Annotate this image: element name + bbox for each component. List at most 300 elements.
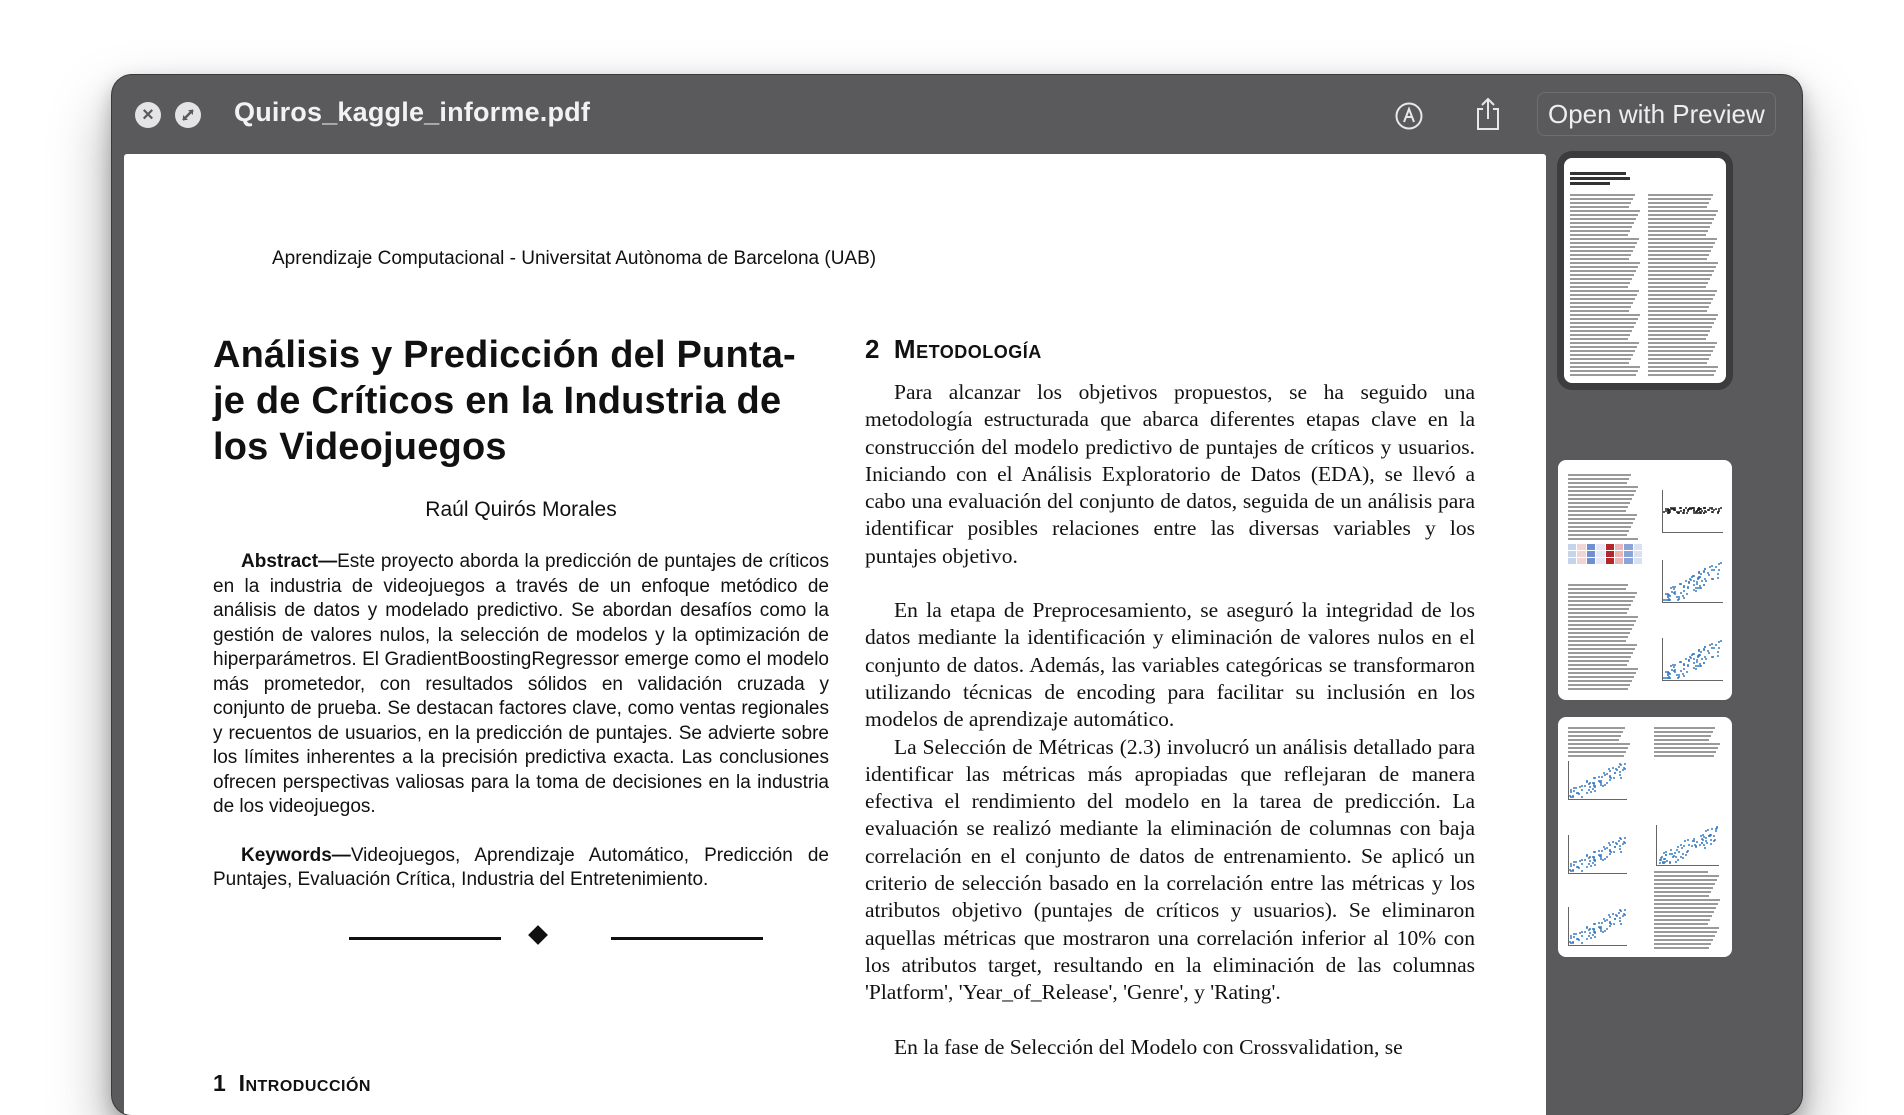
heatmap-cell [1577, 551, 1585, 557]
scatter-point [1696, 583, 1698, 585]
scatter-point [1665, 854, 1667, 856]
scatter-point [1613, 851, 1615, 853]
scatter-point [1703, 584, 1705, 586]
scatter-point [1679, 583, 1681, 585]
scatter-point [1594, 923, 1596, 925]
scatter-point [1678, 851, 1680, 853]
thumbnail-text-line [1570, 314, 1640, 316]
scatter-point [1589, 786, 1591, 788]
thumbnail-text-line [1570, 294, 1637, 296]
thumbnail-text-line [1570, 198, 1633, 200]
thumbnail-text-line [1648, 362, 1707, 364]
diamond-icon [528, 925, 548, 945]
scatter-point [1706, 842, 1708, 844]
heatmap-cell [1587, 544, 1595, 550]
author-name: Raúl Quirós Morales [425, 498, 617, 521]
scatter-point [1663, 862, 1665, 864]
scatter-point [1619, 771, 1621, 773]
scatter-point [1711, 828, 1713, 830]
scatter-point [1590, 865, 1592, 867]
scatter-point [1588, 789, 1590, 791]
thumbnail-text-line [1648, 302, 1711, 304]
heatmap-cell [1606, 544, 1614, 550]
heatmap-cell [1624, 544, 1632, 550]
scatter-point [1619, 917, 1621, 919]
thumbnail-text-line [1568, 664, 1627, 666]
scatter-point [1703, 571, 1705, 573]
scatter-point [1680, 592, 1682, 594]
close-icon[interactable]: × [135, 102, 161, 128]
thumbnail-text-line [1648, 346, 1715, 348]
scatter-point [1613, 923, 1615, 925]
thumbnail-text-line [1568, 518, 1635, 520]
heatmap-cell [1615, 558, 1623, 564]
scatter-point [1665, 593, 1667, 595]
thumbnail-page-1[interactable] [1564, 158, 1726, 383]
scatter-preview [1656, 825, 1719, 866]
scatter-point [1665, 851, 1667, 853]
thumbnail-text-line [1654, 727, 1715, 729]
scatter-point [1618, 840, 1620, 842]
scatter-point [1601, 776, 1603, 778]
scatter-point [1604, 784, 1606, 786]
thumbnail-text-line [1648, 274, 1712, 276]
thumbnail-text-line [1654, 943, 1711, 945]
quicklook-window [112, 75, 1802, 1115]
scatter-point [1584, 785, 1586, 787]
heatmap-cell [1634, 551, 1642, 557]
thumbnail-text-line [1568, 680, 1632, 682]
markup-icon[interactable] [1394, 101, 1424, 131]
scatter-point [1687, 839, 1689, 841]
open-with-preview-button[interactable]: Open with Preview [1537, 92, 1776, 136]
thumbnail-text-line [1570, 270, 1636, 272]
thumbnail-text-line [1654, 743, 1720, 745]
thumbnail-text-line [1568, 656, 1631, 658]
scatter-preview [1568, 835, 1627, 874]
heatmap-cell [1577, 558, 1585, 564]
heatmap-cell [1568, 544, 1576, 550]
scatter-point [1711, 565, 1713, 567]
thumbnail-text-line [1570, 290, 1639, 292]
scatter-preview [1662, 490, 1723, 533]
thumbnail-text-line [1568, 676, 1634, 678]
scatter-point [1669, 861, 1671, 863]
thumbnail-text-line [1568, 640, 1626, 642]
scatter-point [1691, 576, 1693, 578]
paragraph: Para alcanzar los objetivos propuestos, se ha seguido una metodología estructurada que abarca diferentes etapas clave en la construcción del modelo predictivo de puntajes de críticos y usuarios. Iniciando con el Análisis Exploratorio de Datos (EDA), se llevó a cabo una evaluación del conjunto de datos, seguida de un análisis para identificar posibles relaciones entre las diversas variables y los puntajes objetivo. [865, 380, 1475, 568]
scatter-point [1601, 922, 1603, 924]
thumbnail-text-line [1570, 298, 1635, 300]
thumbnail-text-line [1568, 510, 1626, 512]
thumbnail-text-line [1654, 947, 1709, 949]
thumbnail-text-line [1568, 584, 1628, 586]
running-head: Aprendizaje Computacional - Universitat Autònoma de Barcelona (UAB) [272, 248, 877, 269]
scatter-point [1704, 507, 1706, 509]
scatter-point [1715, 644, 1717, 646]
thumbnail-page-3[interactable] [1558, 717, 1732, 957]
heatmap-cell [1596, 558, 1604, 564]
thumbnail-text-line [1648, 198, 1711, 200]
thumbnail-text-line [1568, 478, 1629, 480]
thumbnail-text-line [1654, 739, 1709, 741]
thumbnail-text-line [1570, 338, 1628, 340]
scatter-point [1707, 829, 1709, 831]
thumbnail-text-line [1570, 238, 1639, 240]
scatter-point [1689, 656, 1691, 658]
thumbnail-text-line [1568, 490, 1636, 492]
thumbnail-text-line [1654, 927, 1719, 929]
scatter-point [1592, 928, 1594, 930]
thumbnail-text-line [1654, 915, 1712, 917]
scatter-point [1581, 870, 1583, 872]
scatter-point [1695, 668, 1697, 670]
thumbnail-text-line [1570, 266, 1638, 268]
thumbnail-text-line [1568, 672, 1636, 674]
scatter-point [1720, 640, 1722, 642]
scatter-point [1700, 573, 1702, 575]
thumbnail-text-line [1568, 502, 1630, 504]
thumbnail-text-line [1570, 234, 1628, 236]
scatter-point [1570, 791, 1572, 793]
thumbnail-text-line [1654, 939, 1713, 941]
scatter-point [1686, 512, 1688, 514]
scatter-point [1570, 937, 1572, 939]
thumbnail-text-line [1648, 330, 1710, 332]
thumbnail-text-line [1570, 202, 1631, 204]
thumbnail-text-line [1570, 226, 1632, 228]
thumbnail-text-line [1570, 282, 1630, 284]
scatter-point [1710, 834, 1712, 836]
scatter-point [1659, 862, 1661, 864]
scatter-point [1670, 665, 1672, 667]
thumbnail-text-line [1648, 194, 1713, 196]
scatter-point [1708, 652, 1710, 654]
scatter-point [1624, 763, 1626, 765]
thumbnail-text-line [1568, 751, 1626, 753]
thumbnail-text-line [1570, 254, 1631, 256]
thumbnail-text-line [1570, 302, 1633, 304]
heatmap-cell [1634, 544, 1642, 550]
scatter-point [1669, 511, 1671, 513]
thumbnail-text-line [1570, 370, 1638, 372]
thumbnail-text-line [1570, 318, 1638, 320]
thumbnail-text-line [1654, 731, 1713, 733]
thumbnail-text-line [1648, 218, 1714, 220]
scatter-point [1570, 942, 1572, 944]
scatter-point [1687, 587, 1689, 589]
scatter-point [1577, 938, 1579, 940]
scatter-point [1589, 860, 1591, 862]
thumbnail-text-line [1568, 688, 1628, 690]
thumbnail-text-line [1570, 286, 1628, 288]
scatter-point [1665, 671, 1667, 673]
scatter-point [1581, 942, 1583, 944]
scatter-point [1670, 849, 1672, 851]
scatter-point [1686, 593, 1688, 595]
scatter-point [1581, 863, 1583, 865]
scatter-point [1609, 853, 1611, 855]
scatter-point [1683, 586, 1685, 588]
scatter-point [1693, 575, 1695, 577]
thumbnail-text-line [1570, 334, 1630, 336]
scatter-point [1713, 509, 1715, 511]
fullscreen-icon[interactable] [175, 102, 201, 128]
thumbnail-text-line [1654, 907, 1716, 909]
thumbnail-text-line [1570, 306, 1631, 308]
thumbnail-text-line [1654, 747, 1718, 749]
thumbnail-text-line [1568, 644, 1637, 646]
document-title: Quiros_kaggle_informe.pdf [234, 97, 591, 127]
scatter-point [1717, 651, 1719, 653]
thumbnail-text-line [1568, 482, 1627, 484]
scatter-point [1592, 856, 1594, 858]
heatmap-cell [1587, 551, 1595, 557]
thumbnail-text-line [1648, 202, 1709, 204]
heatmap-cell [1587, 558, 1595, 564]
thumbnail-text-line [1654, 879, 1717, 881]
scatter-point [1581, 796, 1583, 798]
thumbnail-text-line [1568, 514, 1637, 516]
scatter-point [1573, 864, 1575, 866]
thumbnail-title-line [1570, 172, 1626, 175]
thumbnail-text-line [1568, 660, 1629, 662]
scatter-point [1594, 936, 1596, 938]
thumbnail-text-line [1654, 903, 1718, 905]
scatter-point [1606, 773, 1608, 775]
thumbnail-text-line [1568, 747, 1628, 749]
thumbnail-text-line [1648, 366, 1718, 368]
thumbnail-text-line [1648, 370, 1716, 372]
thumbnail-text-line [1648, 278, 1710, 280]
thumbnail-text-line [1648, 206, 1707, 208]
scatter-point [1680, 670, 1682, 672]
thumbnail-text-line [1654, 883, 1715, 885]
thumbnail-text-line [1568, 588, 1626, 590]
section-separator [213, 923, 829, 953]
scatter-point [1687, 850, 1689, 852]
scatter-point [1677, 859, 1679, 861]
scatter-point [1570, 863, 1572, 865]
thumbnail-text-line [1648, 354, 1711, 356]
scatter-point [1618, 912, 1620, 914]
scatter-point [1604, 774, 1606, 776]
scatter-point [1594, 790, 1596, 792]
scatter-point [1612, 913, 1614, 915]
scatter-point [1601, 850, 1603, 852]
thumbnail-text-line [1648, 294, 1715, 296]
thumbnail-text-line [1570, 206, 1629, 208]
scatter-point [1606, 919, 1608, 921]
scatter-point [1691, 654, 1693, 656]
thumbnail-text-line [1648, 210, 1718, 212]
scatter-point [1685, 580, 1687, 582]
scatter-point [1693, 584, 1695, 586]
thumbnail-text-line [1570, 322, 1636, 324]
thumbnail-text-line [1654, 895, 1709, 897]
thumbnail-text-line [1648, 254, 1709, 256]
scatter-point [1584, 931, 1586, 933]
scatter-point [1669, 677, 1671, 679]
thumbnail-text-line [1648, 286, 1706, 288]
scatter-point [1705, 658, 1707, 660]
scatter-point [1704, 847, 1706, 849]
pdf-page [124, 154, 1546, 1115]
scatter-point [1586, 938, 1588, 940]
scatter-point [1696, 841, 1698, 843]
thumbnail-text-line [1648, 282, 1708, 284]
scatter-point [1614, 846, 1616, 848]
scatter-point [1604, 930, 1606, 932]
section-1-heading: 1 Introducción [213, 1070, 371, 1096]
thumbnail-text-line [1648, 318, 1716, 320]
scatter-point [1670, 587, 1672, 589]
right-column [865, 334, 1475, 1061]
thumbnail-text-line [1570, 374, 1636, 376]
scatter-point [1693, 662, 1695, 664]
scatter-point [1679, 507, 1681, 509]
scatter-point [1570, 865, 1572, 867]
thumbnail-text-line [1654, 931, 1717, 933]
thumbnail-sidebar [1555, 154, 1802, 1114]
scatter-preview [1568, 907, 1627, 946]
scatter-point [1687, 665, 1689, 667]
scatter-point [1609, 916, 1611, 918]
scatter-point [1683, 597, 1685, 599]
scatter-point [1697, 655, 1699, 657]
scatter-point [1693, 653, 1695, 655]
scatter-point [1674, 509, 1676, 511]
scatter-point [1682, 857, 1684, 859]
scatter-point [1695, 845, 1697, 847]
scatter-point [1720, 507, 1722, 509]
thumbnail-text-line [1568, 620, 1636, 622]
scatter-point [1718, 569, 1720, 571]
abstract-text: Este proyecto aborda la predicción de puntajes de críticos en la industria de videojuegos a través de un enfoque metódico de análisis de datos y modelado predictivo. Se abordan desafíos como la gestión de valores nulos, la selección de modelos y la optimización de hiperparámetros. El GradientBoostingRegressor emerge como el modelo más prometedor, con resultados sólidos en validación cruzada y conjunto de prueba. Se destacan factores clave, como ventas regionales y recuentos de usuarios, en la predicción de puntajes. Se advierte sobre los límites inherentes a la precisión predictiva exacta. Las conclusiones ofrecen perspectivas valiosas para la toma de decisiones en la industria de los videojuegos. [213, 551, 829, 817]
scatter-point [1620, 777, 1622, 779]
scatter-point [1685, 854, 1687, 856]
thumbnail-text-line [1570, 366, 1640, 368]
scatter-point [1688, 844, 1690, 846]
thumbnail-text-line [1568, 624, 1634, 626]
thumbnail-text-line [1568, 636, 1628, 638]
scatter-point [1572, 870, 1574, 872]
thumbnail-text-line [1568, 538, 1638, 540]
scatter-point [1663, 511, 1665, 513]
thumbnail-text-line [1648, 306, 1709, 308]
scatter-point [1685, 658, 1687, 660]
thumbnail-text-line [1648, 250, 1711, 252]
scatter-point [1669, 599, 1671, 601]
scatter-point [1714, 839, 1716, 841]
thumbnail-text-line [1570, 218, 1636, 220]
scatter-point [1705, 837, 1707, 839]
thumbnail-text-line [1648, 322, 1714, 324]
thumbnail-text-line [1648, 242, 1715, 244]
scatter-point [1600, 782, 1602, 784]
thumbnail-text-line [1648, 290, 1717, 292]
scatter-point [1689, 578, 1691, 580]
scatter-point [1713, 569, 1715, 571]
heatmap-cell [1624, 558, 1632, 564]
thumbnail-text-line [1568, 604, 1631, 606]
thumbnail-text-line [1654, 735, 1711, 737]
scatter-point [1673, 666, 1675, 668]
thumbnail-title-line [1570, 182, 1610, 185]
scatter-point [1704, 568, 1706, 570]
scatter-point [1683, 664, 1685, 666]
thumbnail-text-line [1570, 346, 1637, 348]
scatter-point [1707, 509, 1709, 511]
scatter-point [1573, 790, 1575, 792]
scatter-point [1682, 853, 1684, 855]
scatter-point [1717, 573, 1719, 575]
heatmap-cell [1634, 558, 1642, 564]
heatmap-preview [1568, 544, 1642, 564]
scatter-point [1589, 932, 1591, 934]
thumbnail-text-line [1568, 494, 1634, 496]
thumbnail-text-line [1568, 652, 1633, 654]
scatter-point [1594, 777, 1596, 779]
abstract-label: Abstract— [241, 551, 338, 572]
thumbnail-text-line [1570, 310, 1629, 312]
scatter-point [1696, 661, 1698, 663]
thumbnail-text-line [1568, 596, 1635, 598]
thumbnail-text-line [1570, 274, 1634, 276]
thumbnail-text-line [1648, 266, 1716, 268]
scatter-preview [1568, 761, 1627, 800]
scatter-point [1570, 870, 1572, 872]
scatter-point [1683, 590, 1685, 592]
scatter-point [1620, 910, 1622, 912]
thumbnail-text-line [1570, 250, 1633, 252]
thumbnail-text-line [1648, 374, 1714, 376]
keywords-label: Keywords— [241, 844, 351, 866]
thumbnail-title-line [1570, 177, 1630, 180]
scatter-point [1620, 764, 1622, 766]
scatter-point [1620, 838, 1622, 840]
scatter-point [1718, 647, 1720, 649]
scatter-point [1570, 935, 1572, 937]
scatter-point [1600, 856, 1602, 858]
scatter-point [1715, 508, 1717, 510]
share-icon[interactable] [1474, 97, 1502, 131]
scatter-point [1679, 661, 1681, 663]
scatter-point [1695, 590, 1697, 592]
thumbnail-page-2[interactable] [1558, 460, 1732, 700]
scatter-preview [1662, 560, 1723, 603]
heatmap-cell [1596, 544, 1604, 550]
thumbnail-text-line [1568, 486, 1638, 488]
thumbnail-text-line [1648, 222, 1712, 224]
scatter-point [1614, 918, 1616, 920]
thumbnail-text-line [1648, 214, 1716, 216]
scatter-point [1600, 928, 1602, 930]
thumbnail-text-line [1568, 755, 1624, 757]
scatter-point [1684, 840, 1686, 842]
thumbnail-text-line [1654, 899, 1720, 901]
scatter-point [1588, 935, 1590, 937]
scatter-point [1584, 859, 1586, 861]
thumbnail-text-line [1570, 210, 1640, 212]
thumbnail-text-line [1654, 935, 1715, 937]
thumbnail-text-line [1570, 362, 1629, 364]
thumbnail-text-line [1648, 246, 1713, 248]
scatter-point [1710, 839, 1712, 841]
thumbnail-text-line [1648, 238, 1717, 240]
thumbnail-text-line [1568, 739, 1619, 741]
paper-title: Análisis y Predicción del Punta- je de Críticos en la Industria de los Videojuegos [213, 334, 796, 468]
